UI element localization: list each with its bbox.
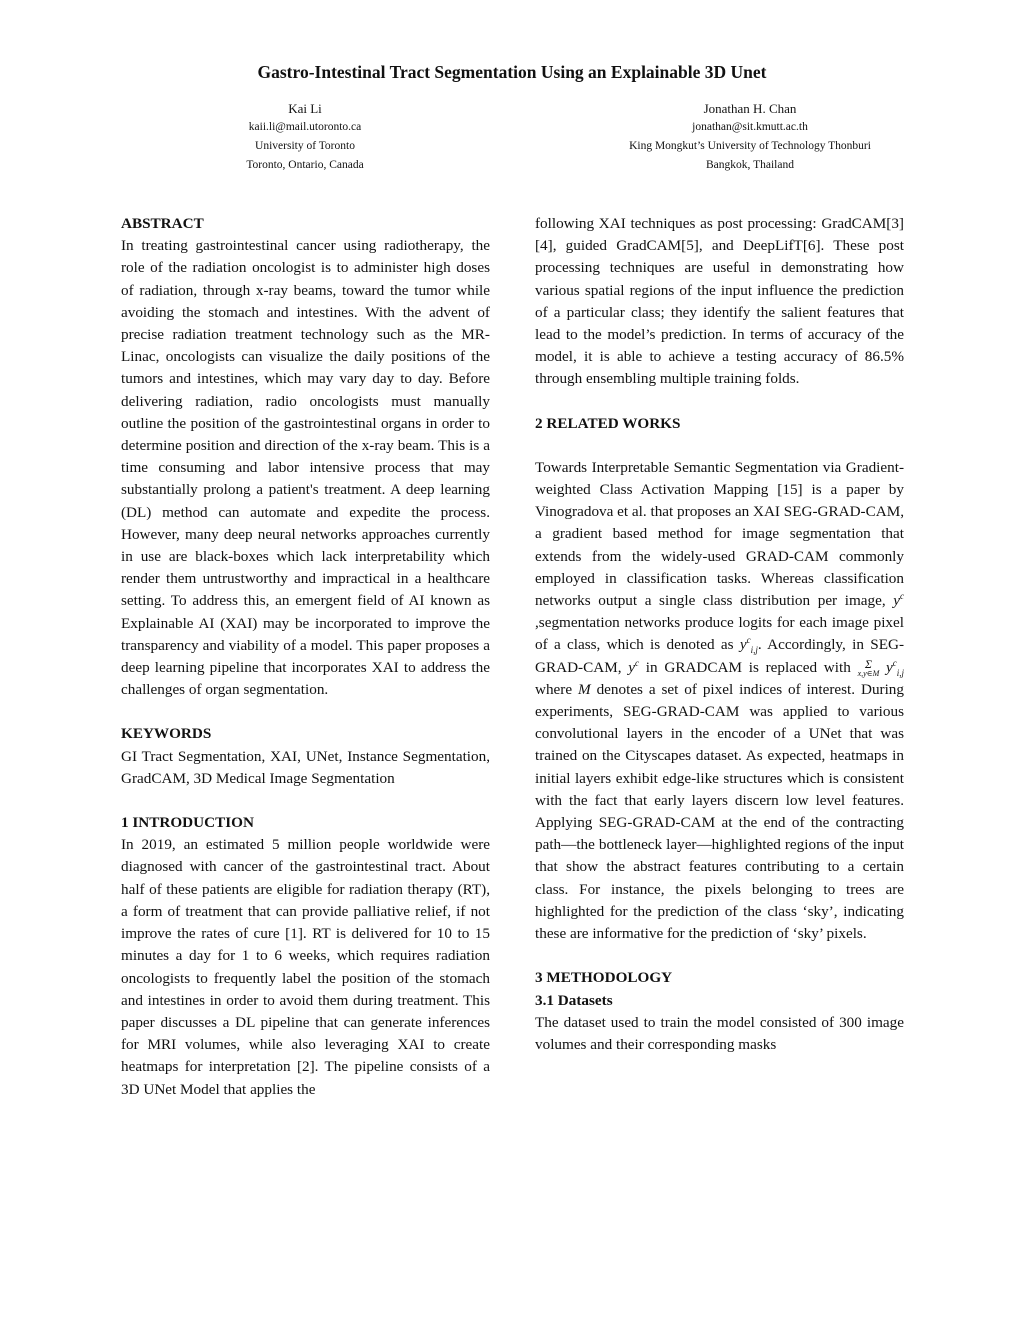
math-y-c: $y^c$	[893, 590, 904, 610]
author-name: Kai Li	[288, 101, 322, 116]
math-sum: Σ x,y∈M	[857, 657, 880, 679]
datasets-text: The dataset used to train the model consisted of 300 image volumes and their corresponding masks	[535, 1013, 904, 1053]
right-column	[535, 213, 904, 1056]
author-email[interactable]: kaii.li@mail.utoronto.ca	[248, 121, 362, 133]
paper-title: Gastro-Intestinal Tract Segmentation Using an Explainable 3D Unet	[257, 62, 767, 82]
introduction-text: In 2019, an estimated 5 million people worldwide were diagnosed with cancer of the gastrointestinal tract. About half of these patients are eligible for radiation therapy (RT), a form of treatment that can provide palliative relief, if not improve the rates of cure [1]. RT is delivered for 10 to 15 minutes a day for 1 to 6 weeks, which requires radiation oncologists to frequently label the position of the stomach and intestines in order to avoid them during treatment. This paper discusses a DL pipeline that can generate inferences for MRI volumes, while also leveraging XAI to create heatmaps for interpretation [2]. The pipeline consists of a 3D UNet Model that applies the	[121, 836, 490, 1098]
abstract-heading: ABSTRACT	[121, 215, 204, 232]
related-works-text: Towards Interpretable Semantic Segmentation via Gradient-weighted Class Activation Mapping [15] is a paper by Vinogradova et al. that proposes an XAI SEG-GRAD-CAM, a gradient based method for image segmentation that extends from the widely-used GRAD-CAM commonly employed in classification tasks. Whereas classification networks output a single class distribution per image, $y^c$ ,segmentation networks produce logits for each image pixel of a class, which is denoted as $y^c_{i,j}$. Accordingly, in SEG-GRAD-CAM, $y^c$ in GRADCAM is replaced with Σ x,y∈M $y^c_{i,j}$ where M denotes a set of pixel indices of interest. During experiments, SEG-GRAD-CAM was applied to various convolutional layers in the encoder of a UNet that was trained on the Cityscapes dataset. As expected, heatmaps in initial layers exhibit edge-like structures which is consistent with the fact that early layers discern low level features. Applying SEG-GRAD-CAM at the end of the contracting path—the bottleneck layer—highlighted regions of the input that show the abstract features contributing to a certain class. For instance, the pixels belonging to trees are highlighted for the prediction of the class ‘sky’, indicating these are informative for the prediction of ‘sky’ pixels.	[535, 458, 905, 943]
author-block-2	[560, 99, 940, 175]
keywords-heading: KEYWORDS	[121, 725, 212, 743]
datasets-subheading: 3.1 Datasets	[535, 991, 613, 1009]
keywords-text: GI Tract Segmentation, XAI, UNet, Instance Segmentation, GradCAM, 3D Medical Image Segmentation	[121, 747, 490, 787]
math-y-ij-c-2: $y^c_{i,j}$	[886, 657, 905, 678]
author-location: Bangkok, Thailand	[706, 159, 794, 171]
author-affiliation: King Mongkut’s University of Technology Thonburi	[629, 140, 871, 152]
math-M: M	[578, 680, 591, 698]
author-block-1	[115, 99, 495, 175]
math-y-ij-c: $y^c_{i,j}$	[739, 635, 758, 656]
introduction-heading: 1 INTRODUCTION	[121, 814, 254, 832]
introduction-continued-text: following XAI techniques as post processing: GradCAM[3][4], guided GradCAM[5], and DeepLifT[6]. These post processing techniques are useful in demonstrating how various spatial regions of the input influence the prediction of a particular class; they identify the salient features that lead to the model’s prediction. In terms of accuracy of the model, it is able to achieve a testing accuracy of 86.5% through ensembling multiple training folds.	[535, 215, 904, 388]
author-affiliation: University of Toronto	[255, 140, 355, 152]
abstract-text: In treating gastrointestinal cancer using radiotherapy, the role of the radiation oncologist is to administer high doses of radiation, through x-ray beams, toward the tumor while avoiding the stomach and intestines. With the advent of precise radiation treatment technology such as the MR-Linac, oncologists can visualize the daily positions of the tumors and intestines, which may vary day to day. Before delivering radiation, radio oncologists must manually outline the position of the gastrointestinal organs in order to determine position and direction of the x-ray beam. This is a time consuming and labor intensive process that may substantially prolong a patient's treatment. A deep learning (DL) method can automate and expedite the process. However, many deep neural networks approaches currently in use are black-boxes which lack interpretability which render them untrustworthy and impractical in a healthcare setting. To address this, an emergent field of AI known as Explainable AI (XAI) may be incorporated to improve the transparency and viability of a model. This paper proposes a deep learning pipeline that incorporates XAI to address the challenges of organ segmentation.	[121, 237, 490, 699]
math-y-c-2: $y^c$	[628, 657, 640, 676]
left-column	[121, 213, 490, 1101]
author-name: Jonathan H. Chan	[703, 101, 797, 116]
author-email[interactable]: jonathan@sit.kmutt.ac.th	[692, 121, 808, 133]
methodology-heading: 3 METHODOLOGY	[535, 969, 673, 987]
author-location: Toronto, Ontario, Canada	[246, 159, 364, 171]
related-works-heading: 2 RELATED WORKS	[535, 414, 681, 432]
